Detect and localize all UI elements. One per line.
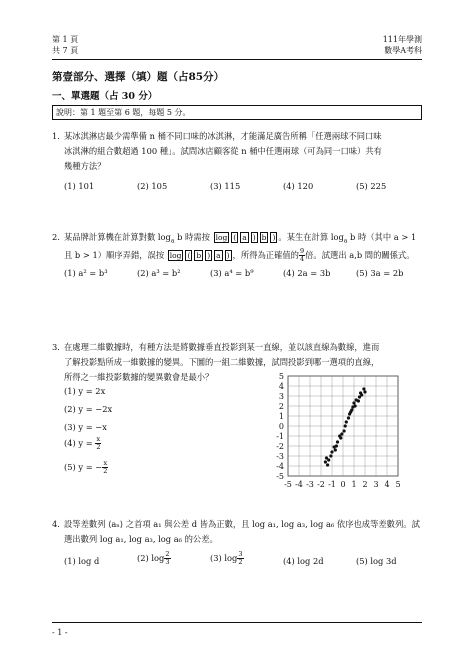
q3-option-2[interactable]: (2) y = −2x: [64, 404, 113, 414]
q2-text-4: ，所得為正確值的: [232, 250, 299, 260]
q3-opt5-fraction: [102, 460, 108, 475]
q4-opt2-fraction: [164, 551, 170, 566]
q1-line-3: 幾種方法？: [64, 161, 106, 171]
data-point: [352, 401, 355, 404]
q3-option-5[interactable]: [64, 460, 108, 475]
page-total: 共 7 頁: [52, 46, 79, 55]
key-log-wrong: log: [169, 251, 182, 260]
q1-options: [0, 181, 474, 193]
key-close-paren: ): [252, 233, 256, 242]
q4-opt2-den: 3: [165, 558, 170, 566]
key-log: log: [215, 233, 228, 242]
x-tick-label: -1: [328, 480, 336, 489]
part-title: 一、單選題（占 30 分）: [52, 91, 158, 102]
q3-opt5-num: x: [103, 459, 108, 467]
key-close-paren-wrong-2: ): [226, 251, 230, 260]
data-point: [343, 429, 346, 432]
q4-opt3-label: (3) log: [210, 553, 238, 563]
key-a-wrong: a: [216, 251, 221, 260]
q1-option-3[interactable]: (3) 115: [210, 181, 241, 191]
q4-opt2-label: (2) log: [137, 553, 165, 563]
page-number: 第 1 頁: [52, 35, 79, 44]
q2-text-1: 某品牌計算機在計算對數 log: [64, 232, 171, 242]
q2-option-2[interactable]: (2) a³ = b²: [137, 268, 181, 278]
q3-line-3: 所得之一維投影數據的變異數會是最小？: [64, 372, 214, 382]
q1-line-1: 某冰淇淋店最少需準備 n 桶不同口味的冰淇淋，才能滿足廣告所稱「任選兩球不同口味: [64, 131, 382, 141]
q4-opt2-num: 2: [165, 550, 170, 558]
data-point: [362, 387, 365, 390]
q1-option-2[interactable]: (2) 105: [137, 181, 168, 191]
q4-option-4[interactable]: (4) log 2d: [283, 556, 324, 566]
q1-line-2: 冰淇淋的組合數超過 100 種」。試問冰店顧客從 n 桶中任選兩球（可為同一口味）共有: [64, 146, 382, 156]
key-open-paren: (: [233, 233, 237, 242]
q2-line-1: [64, 230, 434, 249]
y-tick-label: 1: [278, 412, 284, 421]
x-tick-label: 4: [384, 480, 390, 489]
x-tick-label: 1: [351, 480, 357, 489]
q2-frac-den: 4: [299, 255, 305, 263]
x-tick-label: -5: [284, 480, 292, 489]
y-tick-label: -4: [276, 462, 284, 471]
q3-option-1[interactable]: (1) y = 2x: [64, 386, 106, 396]
q2-number: 2.: [52, 232, 60, 242]
q1-number: 1.: [52, 131, 60, 141]
footer-page: - 1 -: [52, 628, 68, 637]
key-close-paren-2: ): [272, 233, 276, 242]
x-tick-label: 0: [340, 480, 346, 489]
data-point: [325, 456, 328, 459]
data-point: [357, 399, 360, 402]
q2-text-3: 且 b > 1）順序弄錯，誤按: [64, 250, 167, 260]
data-point: [338, 434, 341, 437]
q3-line-2: 了解投影點所成一維數據的變異。下圖的一組二維數據，試問投影到哪一選項的直線，: [64, 357, 380, 367]
q4-option-1[interactable]: (1) log d: [64, 556, 100, 566]
data-point: [324, 460, 327, 463]
data-point: [363, 390, 366, 393]
q3-option-4[interactable]: [64, 436, 101, 451]
q1-stem: [64, 129, 424, 174]
y-tick-label: -2: [276, 442, 284, 451]
data-point: [344, 424, 347, 427]
y-tick-label: 0: [278, 422, 284, 431]
q3-opt4-fraction: [95, 436, 101, 451]
q2-option-3[interactable]: (3) a⁴ = b⁹: [210, 268, 254, 278]
key-close-paren-wrong: ): [207, 251, 211, 260]
data-point: [330, 450, 333, 453]
q3-line-1: 在處理二維數據時，有種方法是將數據垂直投影到某一直線，並以該直線為數線，進而: [64, 342, 380, 352]
x-tick-label: -3: [306, 480, 314, 489]
q1-option-4[interactable]: (4) 120: [283, 181, 314, 191]
exam-name: 111年學測: [382, 35, 422, 44]
x-tick-label: 3: [373, 480, 379, 489]
q4-option-5[interactable]: (5) log 3d: [356, 556, 397, 566]
data-point: [349, 410, 352, 413]
q2-sub-2: a: [343, 237, 348, 245]
q4-number: 4.: [52, 519, 60, 529]
key-a: a: [242, 233, 247, 242]
q2-text-1b: b 時需按: [174, 232, 213, 242]
q2-frac-num: 9: [299, 247, 305, 255]
q3-option-3[interactable]: (3) y = −x: [64, 422, 107, 432]
q2-option-4[interactable]: (4) 2a = 3b: [283, 268, 331, 278]
q2-option-5[interactable]: (5) 3a = 2b: [356, 268, 404, 278]
data-point: [335, 444, 338, 447]
y-tick-label: -1: [276, 432, 284, 441]
data-point: [329, 454, 332, 457]
subject-name: 數學A考科: [384, 46, 422, 55]
x-tick-label: 2: [362, 480, 368, 489]
instructions-box: [52, 105, 422, 120]
y-tick-label: 3: [278, 392, 284, 401]
q3-opt5-den: 2: [103, 467, 108, 475]
q4-stem: [64, 517, 434, 547]
instructions-text: 說明：第 1 題至第 6 題，每題 5 分。: [56, 108, 191, 117]
y-tick-label: 4: [278, 382, 284, 391]
y-tick-label: -3: [276, 452, 284, 461]
x-tick-label: 5: [395, 480, 401, 489]
data-point: [326, 463, 329, 466]
section-title: 第壹部分、選擇（填）題（占85分）: [52, 71, 225, 83]
q3-opt5-label: (5) y = −: [64, 462, 103, 472]
key-open-paren-wrong: (: [187, 251, 191, 260]
x-tick-label: -4: [295, 480, 303, 489]
data-point: [334, 448, 337, 451]
key-b: b: [261, 233, 267, 242]
y-tick-label: -5: [276, 472, 284, 481]
q4-line-2: 選出數列 log a₁, log a₃, log a₆ 的公差。: [64, 534, 218, 544]
q2-line-2: [64, 248, 434, 263]
q3-opt4-num: x: [96, 435, 101, 443]
y-tick-label: 2: [278, 402, 284, 411]
q3-opt4-den: 2: [96, 443, 101, 451]
data-point: [345, 420, 348, 423]
q4-option-3[interactable]: [210, 551, 244, 566]
scatter-plot: [258, 370, 418, 500]
data-point: [354, 404, 357, 407]
q2-sub-1: a: [170, 237, 175, 245]
q1-option-1[interactable]: (1) 101: [64, 181, 95, 191]
q2-options: [0, 268, 474, 280]
data-point: [336, 440, 339, 443]
q3-number: 3.: [52, 342, 60, 352]
q2-text-5: 倍。試選出 a,b 間的關係式。: [305, 250, 415, 260]
q4-line-1: 設等差數列 ⟨aₙ⟩ 之首項 a₁ 與公差 d 皆為正數，且 log a₁, log a₃, log a₆ 依序也成等差數列。試: [64, 519, 420, 529]
q2-option-1[interactable]: (1) a² = b³: [64, 268, 108, 278]
q4-opt3-fraction: [237, 551, 243, 566]
footer-rule: [52, 622, 422, 623]
q2-text-2: 。某生在計算 log: [278, 232, 344, 242]
data-point: [347, 416, 350, 419]
x-tick-label: -2: [317, 480, 325, 489]
header-rule: [52, 59, 422, 60]
key-b-wrong: b: [196, 251, 202, 260]
q4-opt3-den: 2: [238, 558, 243, 566]
q1-option-5[interactable]: (5) 225: [356, 181, 387, 191]
y-tick-label: 5: [278, 372, 284, 381]
q4-option-2[interactable]: [137, 551, 171, 566]
q4-opt3-num: 3: [238, 550, 243, 558]
q3-opt4-label: (4) y =: [64, 438, 96, 448]
data-point: [360, 393, 363, 396]
q2-text-2b: b 時（其中 a > 1: [347, 232, 417, 242]
